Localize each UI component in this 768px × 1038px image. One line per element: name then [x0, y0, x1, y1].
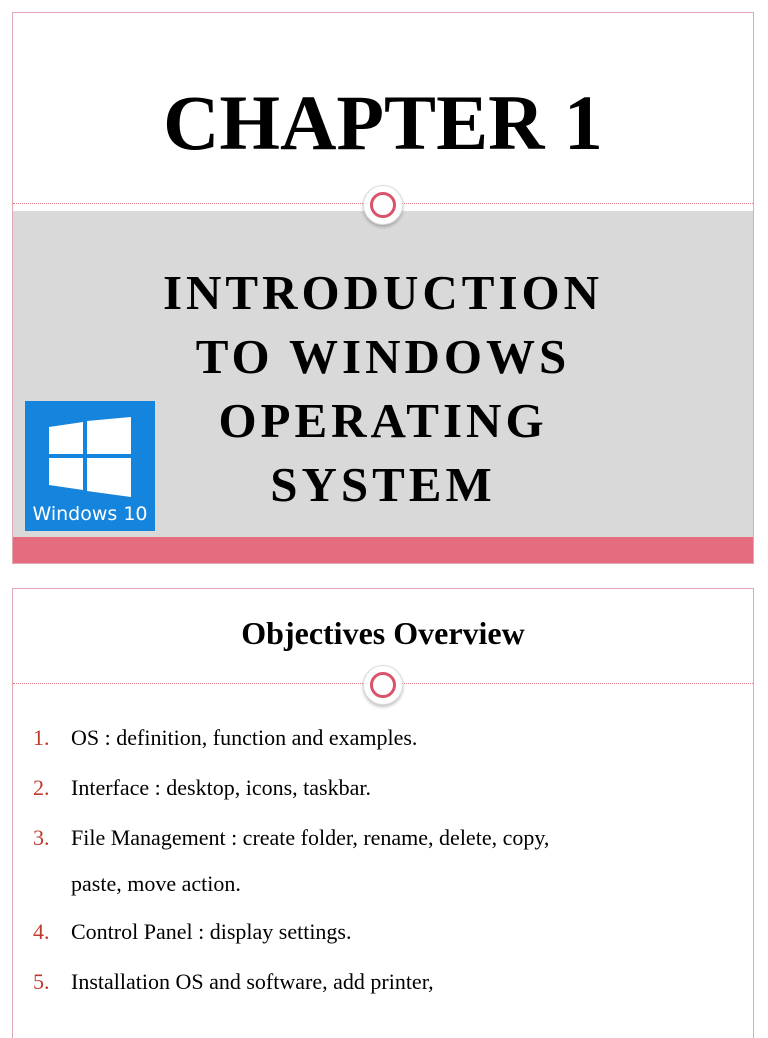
- item-number: 2.: [33, 775, 50, 800]
- item-number: 1.: [33, 725, 50, 750]
- windows-logo-icon: [49, 417, 131, 497]
- item-text: Installation OS and software, add printer,: [71, 969, 434, 994]
- list-item: [33, 969, 733, 1019]
- title-slide: [12, 12, 754, 564]
- slide-subtitle: [143, 261, 623, 517]
- item-text: Interface : desktop, icons, taskbar.: [71, 775, 371, 800]
- accent-band: [13, 537, 753, 563]
- list-item: [33, 825, 733, 919]
- circle-ornament-icon: [363, 665, 403, 705]
- slide-title: CHAPTER 1: [163, 79, 603, 166]
- item-text-continuation: paste, move action.: [71, 871, 241, 896]
- objectives-title: Objectives Overview: [241, 615, 525, 651]
- objectives-list: [33, 725, 733, 1019]
- objectives-slide: [12, 588, 754, 1038]
- item-number: 5.: [33, 969, 50, 994]
- item-text: OS : definition, function and examples.: [71, 725, 418, 750]
- logo-text: Windows 10: [32, 503, 148, 525]
- subtitle-line: INTRODUCTION: [162, 265, 604, 320]
- windows-10-logo: [25, 401, 155, 531]
- list-item: [33, 919, 733, 969]
- subtitle-line: SYSTEM: [270, 457, 496, 512]
- subtitle-line: OPERATING: [218, 393, 548, 448]
- list-item: [33, 775, 733, 825]
- list-item: [33, 725, 733, 775]
- item-text: Control Panel : display settings.: [71, 919, 352, 944]
- item-text: File Management : create folder, rename, delete, copy,: [71, 825, 550, 850]
- circle-ornament-icon: [363, 185, 403, 225]
- item-number: 3.: [33, 825, 50, 850]
- item-number: 4.: [33, 919, 50, 944]
- subtitle-line: TO WINDOWS: [195, 329, 571, 384]
